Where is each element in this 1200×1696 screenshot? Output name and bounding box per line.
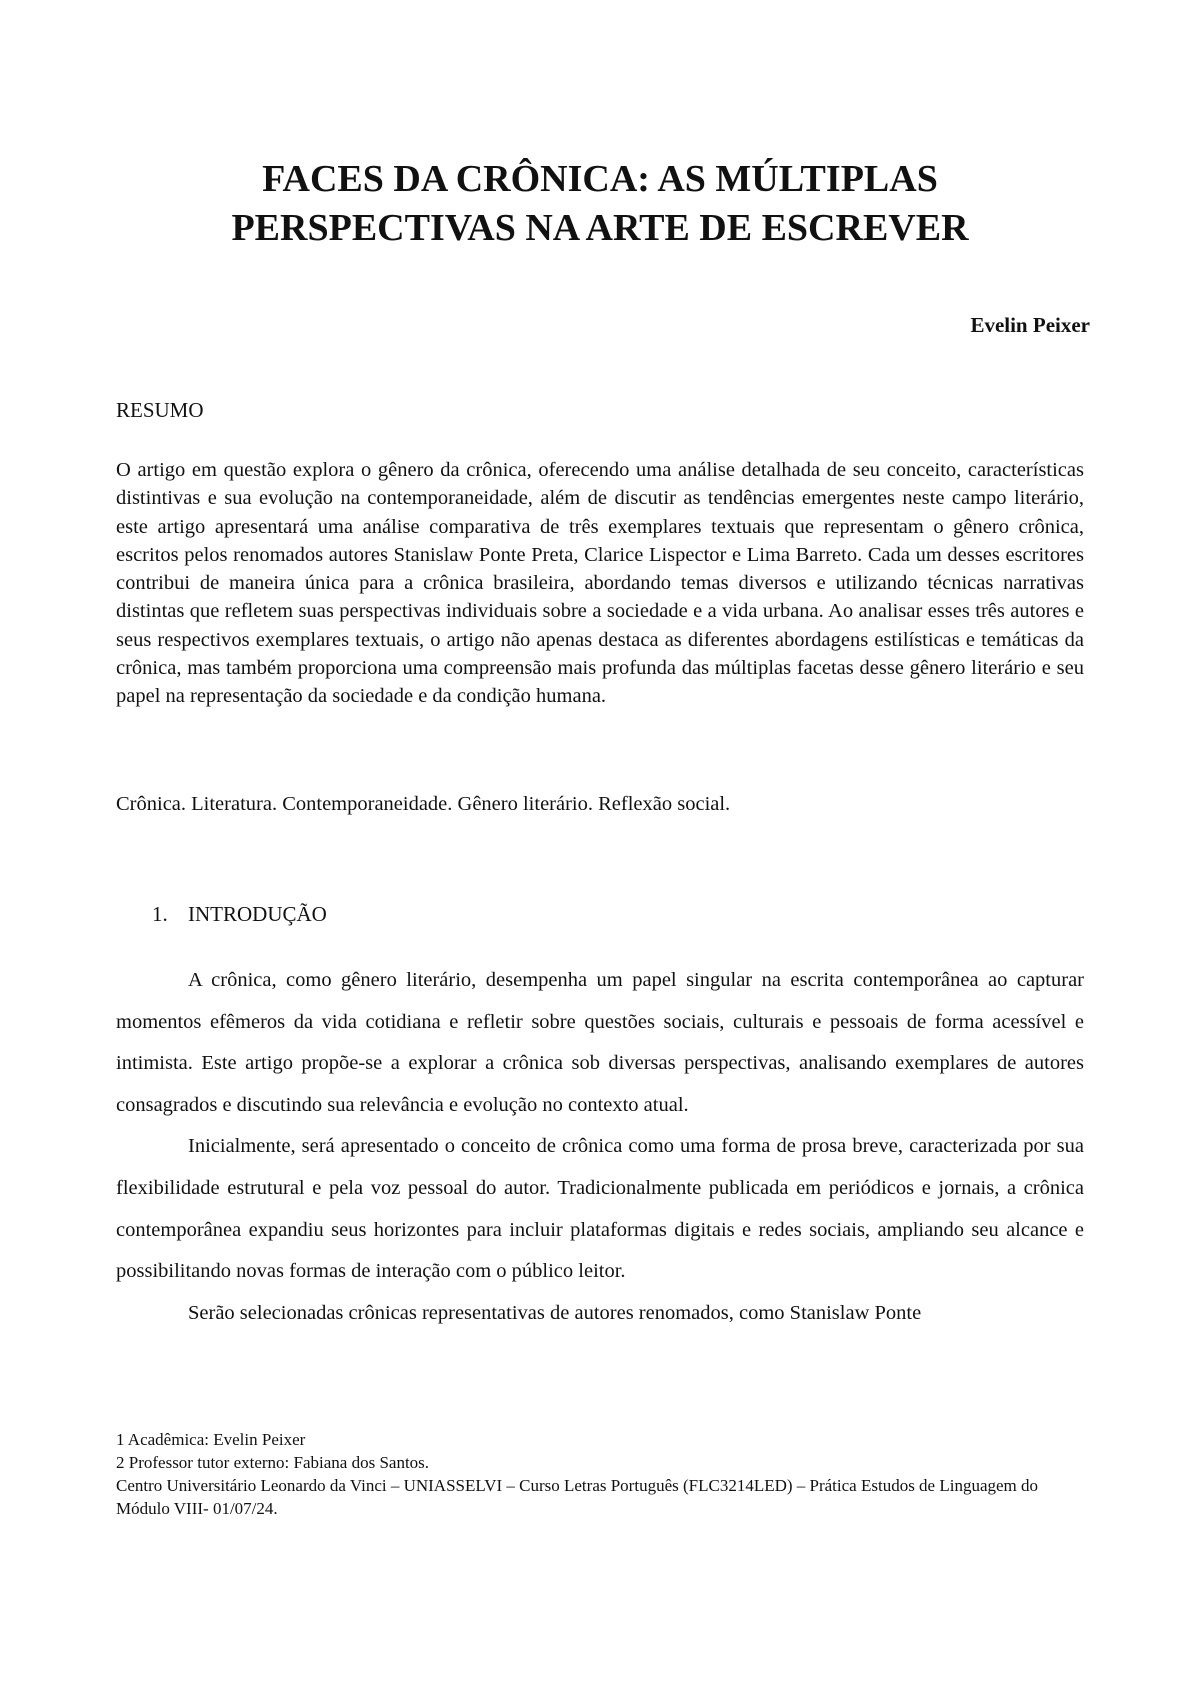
intro-paragraph: Serão selecionadas crônicas representativas de autores renomados, como Stanislaw Ponte: [188, 1301, 922, 1324]
intro-paragraph: A crônica, como gênero literário, desempenha um papel singular na escrita contemporânea ao capturar momentos efêmeros da vida cotidiana e refletir sobre questões sociais, culturais e pessoais de forma acessível e intimista. Este artigo propõe-se a explorar a crônica sob diversas perspectivas, analisando exemplares de autores consagrados e discutindo sua relevância e evolução no contexto atual.: [116, 969, 1084, 1116]
title-line-1: FACES DA CRÔNICA: AS MÚLTIPLAS: [262, 158, 938, 200]
abstract-heading: RESUMO: [116, 398, 204, 422]
title-line-2: PERSPECTIVAS NA ARTE DE ESCREVER: [231, 207, 969, 249]
intro-paragraph: Inicialmente, será apresentado o conceito de crônica como uma forma de prosa breve, caracterizada por sua flexibilidade estrutural e pela voz pessoal do autor. Tradicionalmente publicada em periódicos e jornais, a crônica contemporânea expandiu seus horizontes para incluir plataformas digitais e redes sociais, ampliando seu alcance e possibilitando novas formas de interação com o público leitor.: [116, 1135, 1084, 1283]
footnote-1: 1 Acadêmica: Evelin Peixer: [116, 1430, 306, 1449]
footnote-2: 2 Professor tutor externo: Fabiana dos Santos.: [116, 1453, 430, 1472]
footnote-institution: Centro Universitário Leonardo da Vinci – UNIASSELVI – Curso Letras Português (FLC3214LED) – Prática Estudos de Linguagem do Módulo VIII- 01/07/24.: [116, 1476, 1039, 1518]
keywords: Crônica. Literatura. Contemporaneidade. Gênero literário. Reflexão social.: [116, 793, 731, 815]
section-title: INTRODUÇÃO: [188, 902, 327, 926]
section-heading-introduction: [152, 902, 327, 927]
author-name: Evelin Peixer: [970, 313, 1090, 337]
abstract-text: O artigo em questão explora o gênero da crônica, oferecendo uma análise detalhada de seu conceito, características distintivas e sua evolução na contemporaneidade, além de discutir as tendências emergentes neste campo literário, este artigo apresentará uma análise comparativa de três exemplares textuais que representam o gênero crônica, escritos pelos renomados autores Stanislaw Ponte Preta, Clarice Lispector e Lima Barreto. Cada um desses escritores contribui de maneira única para a crônica brasileira, abordando temas diversos e utilizando técnicas narrativas distintas que refletem suas perspectivas individuais sobre a sociedade e a vida urbana. Ao analisar esses três autores e seus respectivos exemplares textuais, o artigo não apenas destaca as diferentes abordagens estilísticas e temáticas da crônica, mas também proporciona uma compreensão mais profunda das múltiplas facetas desse gênero literário e seu papel na representação da sociedade e da condição humana.: [116, 459, 1084, 708]
footnotes: [116, 1428, 1084, 1520]
introduction-body: [116, 960, 1084, 1334]
document-title: [120, 155, 1080, 253]
section-number: 1.: [152, 902, 168, 926]
